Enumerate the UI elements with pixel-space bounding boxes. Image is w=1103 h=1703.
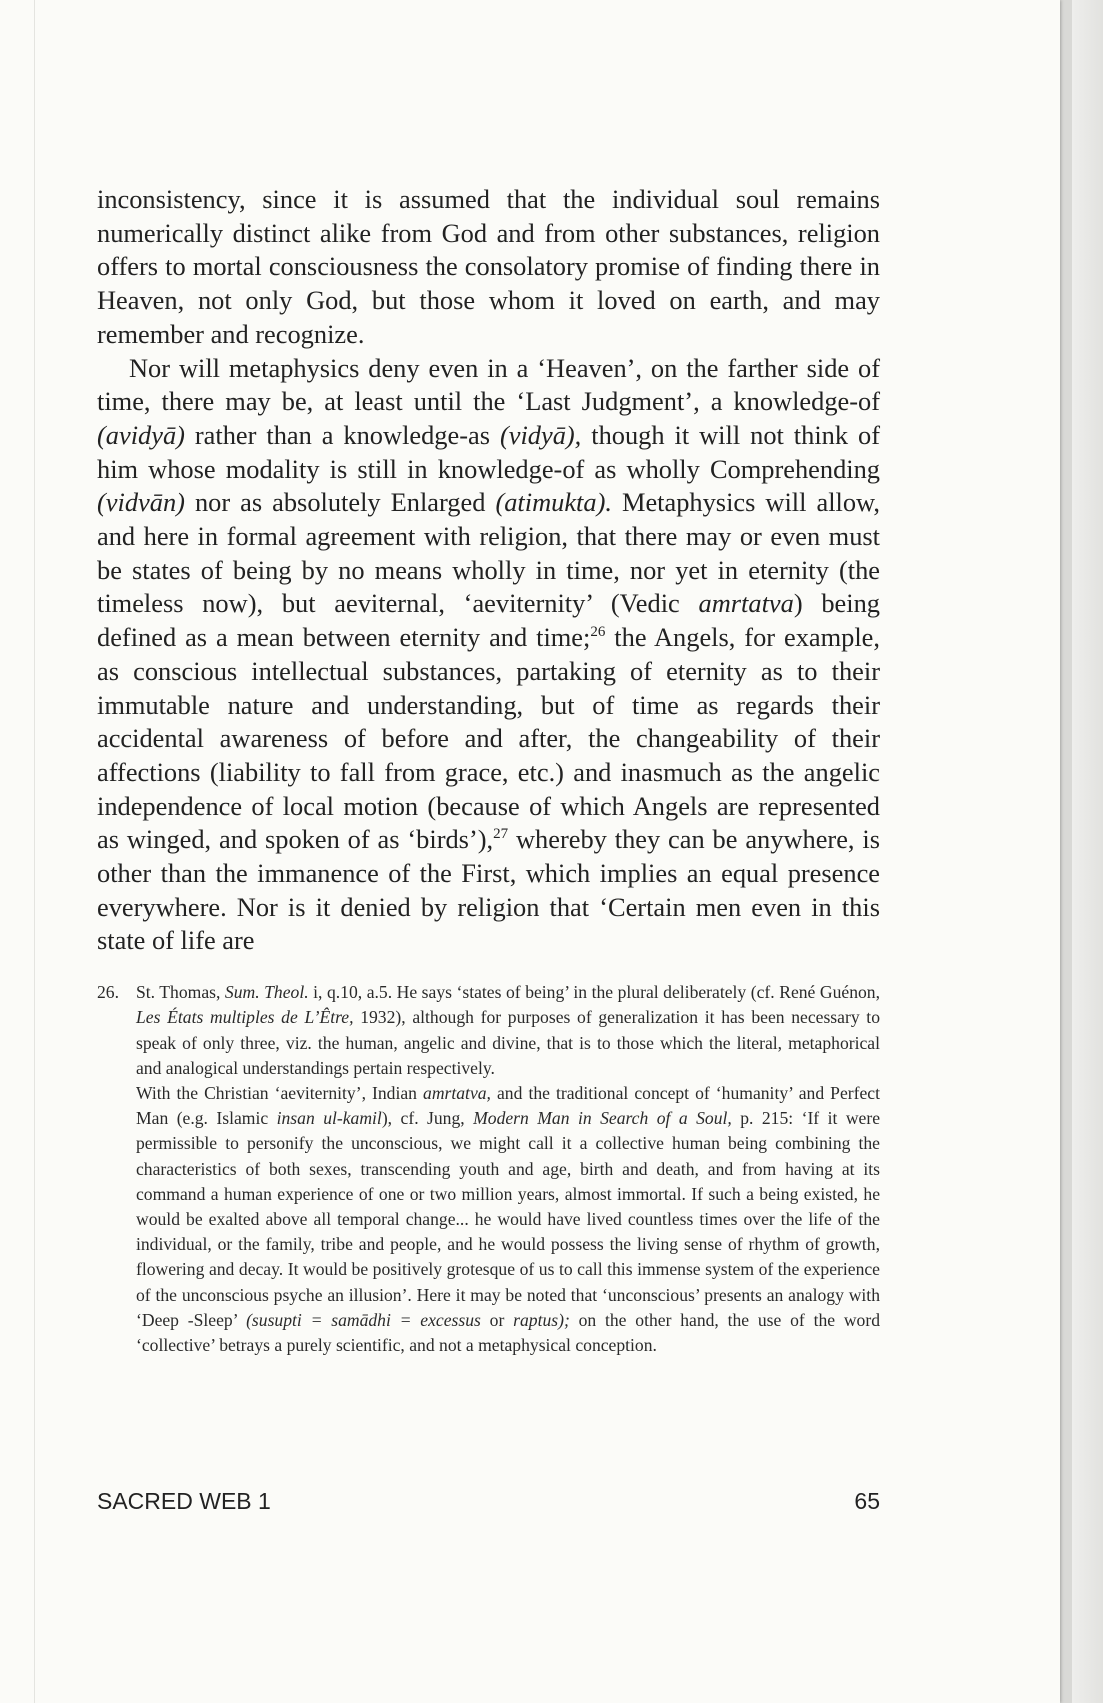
page-edge xyxy=(1072,0,1103,1703)
footnote-ref-26: 26 xyxy=(590,624,606,641)
footnote-text: i, q.10, a.5. He says ‘states of being’ in the plural deliberately (cf. René Guénon, xyxy=(308,982,880,1003)
footnote-26 xyxy=(97,980,880,1081)
paragraph-2-text: whereby they can be anywhere, is other than the immanence of the First, which implies an equal presence everywhere. Nor is it denied by religion that ‘Certain men even in this state of life are xyxy=(97,824,880,956)
paragraph-2-text: ) being defined as a mean between eternity and time; xyxy=(97,588,880,653)
footnote-text: and the traditional concept of ‘humanity’ and Perfect Man (e.g. Islamic xyxy=(136,1082,880,1129)
paragraph-2-text: nor as absolutely Enlarged xyxy=(184,487,496,518)
paragraph-1-text: inconsistency, since it is assumed that the individual soul remains numerically distinct alike from God and from other substances, religion offers to mortal consciousness the consolatory promise of finding there in Heaven, not only God, but those whom it loved on earth, and may remember and recognize. xyxy=(97,184,880,349)
footnote-number: 26. xyxy=(97,982,119,1003)
paragraph-2-text: though it will not think of him whose modality is still in knowledge-of as wholly Comprehending xyxy=(97,419,880,484)
term-avidya: (avidyā) xyxy=(97,419,185,450)
term-amrtatva: amrtatva xyxy=(698,588,794,619)
footnote-title: Modern Man in Search of a Soul, xyxy=(473,1108,732,1129)
paragraph-2 xyxy=(97,352,880,959)
footnote-text: on the other hand, the use of the word ‘collective’ betrays a purely scientific, and not a metaphysical conception. xyxy=(136,1309,881,1356)
footnote-term: raptus); xyxy=(513,1309,570,1330)
journal-title: SACRED WEB 1 xyxy=(97,1488,271,1514)
footnote-title: Sum. Theol. xyxy=(224,982,309,1003)
footnote-text: 1932), although for purposes of generalization it has been necessary to speak of only three, viz. the human, angelic and divine, that is to those which the literal, metaphorical and analogical understandings pertain respectively. xyxy=(136,1007,880,1078)
footnote-text: p. 215: ‘If it were permissible to personify the unconscious, we might call it a collective human being combining the characteristics of both sexes, transcending youth and age, birth and death, and from having at its command a human experience of one or two million years, almost immortal. If such a being existed, he would be exalted above all temporal change... he would have lived countless times over the life of the individual, or the family, tribe and people, and he would possess the living sense of rhythm of growth, flowering and decay. It would be positively grotesque of us to call this immense system of the experience of the unconscious psyche an illusion’. Here it may be noted that ‘unconscious’ presents an analogy with ‘Deep -Sleep’ xyxy=(136,1108,880,1330)
footnote-text: ), cf. Jung, xyxy=(381,1108,474,1129)
term-vidvan: (vidvān) xyxy=(97,487,185,518)
page-margin-line xyxy=(34,0,35,1703)
footnote-continuation xyxy=(97,1081,880,1358)
footnote-text: With the Christian ‘aeviternity’, Indian xyxy=(136,1082,424,1103)
footnote-text: St. Thomas, xyxy=(136,982,225,1003)
body-text xyxy=(97,183,880,958)
paragraph-2-text: the Angels, for example, as conscious intellectual substances, partaking of eternity as to their immutable nature and understanding, but of time as regards their accidental awareness of before and after, the changeability of their affections (liability to fall from grace, etc.) and inasmuch as the angelic independence of local motion (because of which Angels are represented as winged, and spoken of as ‘birds’), xyxy=(97,622,880,855)
page-content xyxy=(97,183,880,1358)
footnote-term: (susupti = samādhi = excessus xyxy=(246,1309,481,1330)
page-number: 65 xyxy=(854,1488,880,1514)
paragraph-1 xyxy=(97,183,880,352)
footnote-ref-27: 27 xyxy=(493,826,509,843)
footnote-term: amrtatva, xyxy=(423,1082,491,1103)
paragraph-2-text: Nor will metaphysics deny even in a ‘Heaven’, on the farther side of time, there may be, at least until the ‘Last Judgment’, a knowledge-of xyxy=(97,352,880,417)
term-atimukta: (atimukta). xyxy=(495,487,612,518)
paragraph-2-text: Metaphysics will allow, and here in formal agreement with religion, that there may or even must be states of being by no means wholly in time, nor yet in eternity (the timeless now), but aeviternal, ‘aeviternity’ (Vedic xyxy=(97,487,880,619)
footnote-title: Les États multiples de L’Être, xyxy=(136,1007,354,1028)
footnotes xyxy=(97,980,880,1358)
footnote-text: or xyxy=(480,1309,514,1330)
term-vidya: (vidyā), xyxy=(499,419,582,450)
paragraph-2-text: rather than a knowledge-as xyxy=(184,419,500,450)
footnote-term: insan ul-kamil xyxy=(276,1108,382,1129)
